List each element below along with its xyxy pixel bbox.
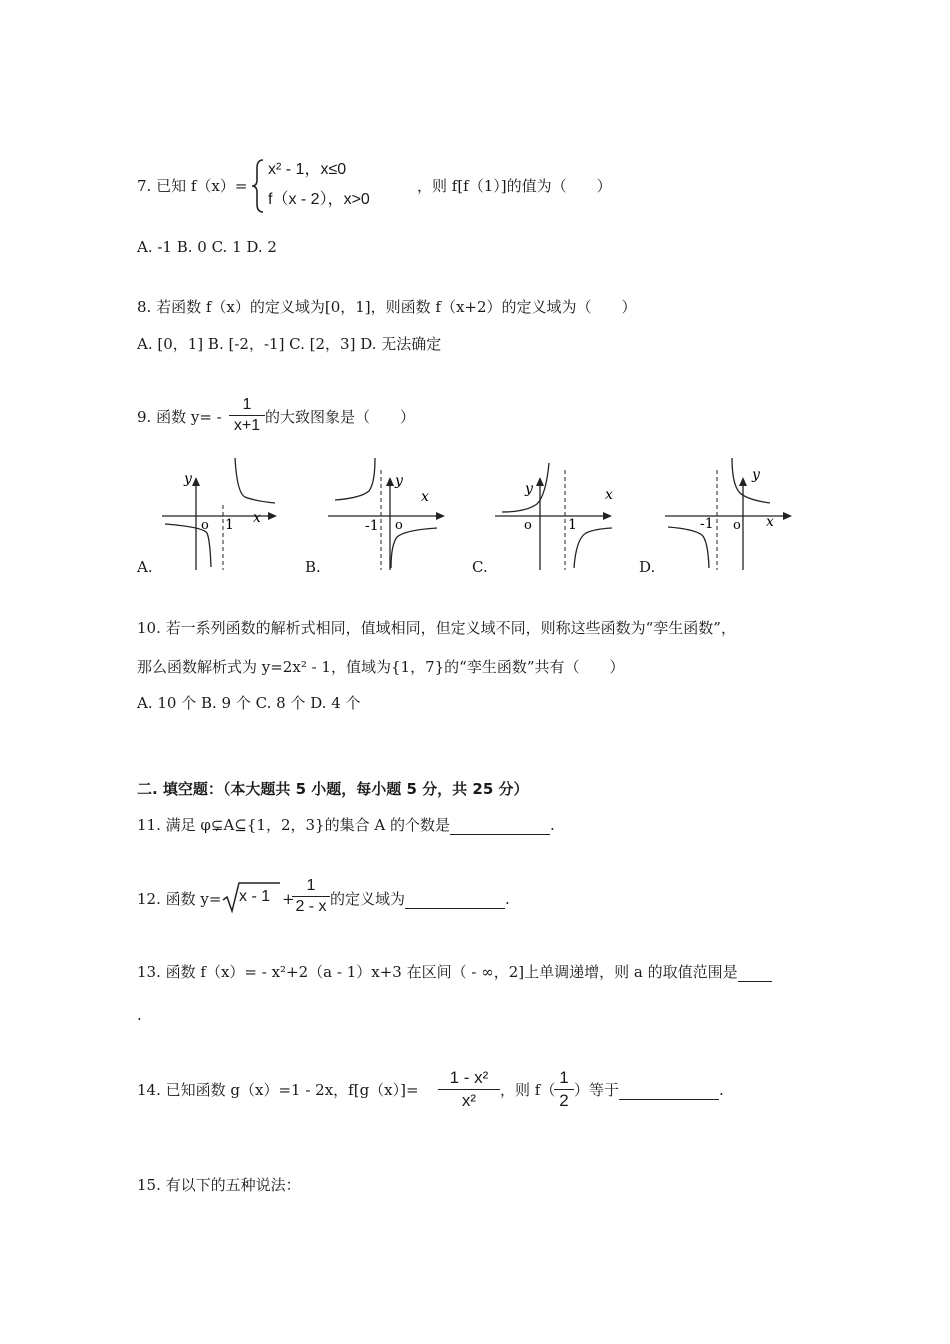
graph-d-origin: o — [733, 518, 741, 533]
q12-plus: + — [282, 890, 295, 908]
q9-suffix: 的大致图象是（ ） — [265, 408, 416, 426]
graph-d — [660, 455, 795, 573]
graph-b-x-label: x — [421, 489, 429, 505]
q11-suffix: . — [549, 816, 555, 834]
graph-c-tick-one: 1 — [568, 517, 577, 533]
q7-prefix: 7. 已知 f（x）= — [137, 177, 248, 195]
q14-answer-blank — [619, 1081, 719, 1100]
q12-radicand: x - 1 — [239, 888, 271, 905]
q14-numerator: 1 - x² — [449, 1068, 489, 1087]
graph-c-x-label: x — [605, 487, 613, 503]
graph-d-x-label: x — [766, 514, 774, 530]
graph-c-label: C. — [472, 558, 488, 576]
q12-prefix: 12. 函数 y= — [137, 890, 222, 908]
q14-suffix: ）等于 — [574, 1081, 620, 1099]
q12-numerator: 1 — [306, 877, 316, 894]
q15-text: 15. 有以下的五种说法： — [137, 1176, 301, 1194]
q12-suffix: 的定义域为 — [330, 890, 406, 908]
graph-a-tick-one: 1 — [225, 517, 234, 533]
graph-a-y-label: y — [184, 471, 192, 487]
q14-fraction-half — [554, 1068, 574, 1111]
graph-d-y-label: y — [752, 467, 760, 483]
q12-fraction — [292, 877, 330, 916]
graph-a-origin: o — [201, 518, 209, 533]
q10-options: A. 10 个 B. 9 个 C. 8 个 D. 4 个 — [137, 694, 361, 712]
q13-line-2: . — [137, 1006, 142, 1024]
q14-text — [574, 1080, 724, 1100]
q9-numerator: 1 — [242, 396, 252, 413]
q9-prefix: 9. 函数 y= - — [137, 408, 222, 426]
graph-b-label: B. — [305, 558, 321, 576]
graph-a-x-label: x — [253, 510, 261, 526]
q7-suffix: ，则 f[f（1）]的值为（ ） — [417, 177, 612, 195]
graph-b-origin: o — [395, 518, 403, 533]
q7-case-2: f（x - 2），x>0 — [268, 191, 370, 208]
q14-half-numerator: 1 — [559, 1068, 569, 1087]
q8-text: 8. 若函数 f（x）的定义域为[0，1]，则函数 f（x+2）的定义域为（ ） — [137, 298, 637, 316]
q12-end: . — [505, 890, 510, 908]
q12-denominator: 2 - x — [295, 898, 327, 915]
graph-a — [157, 455, 282, 573]
graph-a-label: A. — [137, 558, 153, 576]
graph-d-tick-neg-one: -1 — [700, 516, 714, 532]
q13-line-1 — [137, 962, 772, 982]
q10-line-1: 10. 若一系列函数的解析式相同，值域相同，但定义域不同，则称这些函数为“孪生函数”， — [137, 619, 736, 637]
graph-b — [325, 455, 450, 573]
q12-answer-blank — [405, 890, 505, 909]
q14-fraction — [438, 1068, 500, 1111]
graph-c — [492, 455, 617, 573]
q14-denominator: x² — [461, 1091, 477, 1110]
q9-fraction — [229, 396, 265, 435]
q11-text — [137, 815, 555, 835]
q14-mid: ，则 f（ — [500, 1081, 556, 1099]
section-2-title: 二. 填空题：（本大题共 5 小题，每小题 5 分，共 25 分） — [137, 780, 529, 798]
q14-half-denominator: 2 — [559, 1091, 569, 1110]
q14-prefix: 14. 已知函数 g（x）=1 - 2x，f[g（x）]= — [137, 1081, 419, 1099]
q11-prefix: 11. 满足 φ⊊A⊆{1，2，3}的集合 A 的个数是 — [137, 816, 450, 834]
q13-answer-blank — [738, 963, 772, 982]
q14-end: . — [719, 1081, 724, 1099]
q8-options: A. [0，1] B. [-2，-1] C. [2，3] D. 无法确定 — [137, 335, 442, 353]
graph-c-origin: o — [524, 518, 532, 533]
graph-b-tick-neg-one: -1 — [365, 518, 379, 534]
q10-line-2: 那么函数解析式为 y=2x² - 1，值域为{1，7}的“孪生函数”共有（ ） — [137, 658, 625, 676]
q9-denominator: x+1 — [233, 417, 261, 434]
graph-b-y-label: y — [395, 473, 403, 489]
graph-d-label: D. — [639, 558, 656, 576]
q11-answer-blank — [450, 816, 550, 835]
q7-options: A. -1 B. 0 C. 1 D. 2 — [137, 238, 277, 256]
q12-text — [330, 889, 510, 909]
piecewise-brace — [251, 158, 265, 214]
q7-case-1: x² - 1，x≤0 — [268, 161, 347, 178]
q13-text: 13. 函数 f（x）= - x²+2（a - 1）x+3 在区间（ - ∞，2]上单调递增，则 a 的取值范围是 — [137, 963, 738, 981]
graph-c-y-label: y — [525, 481, 533, 497]
